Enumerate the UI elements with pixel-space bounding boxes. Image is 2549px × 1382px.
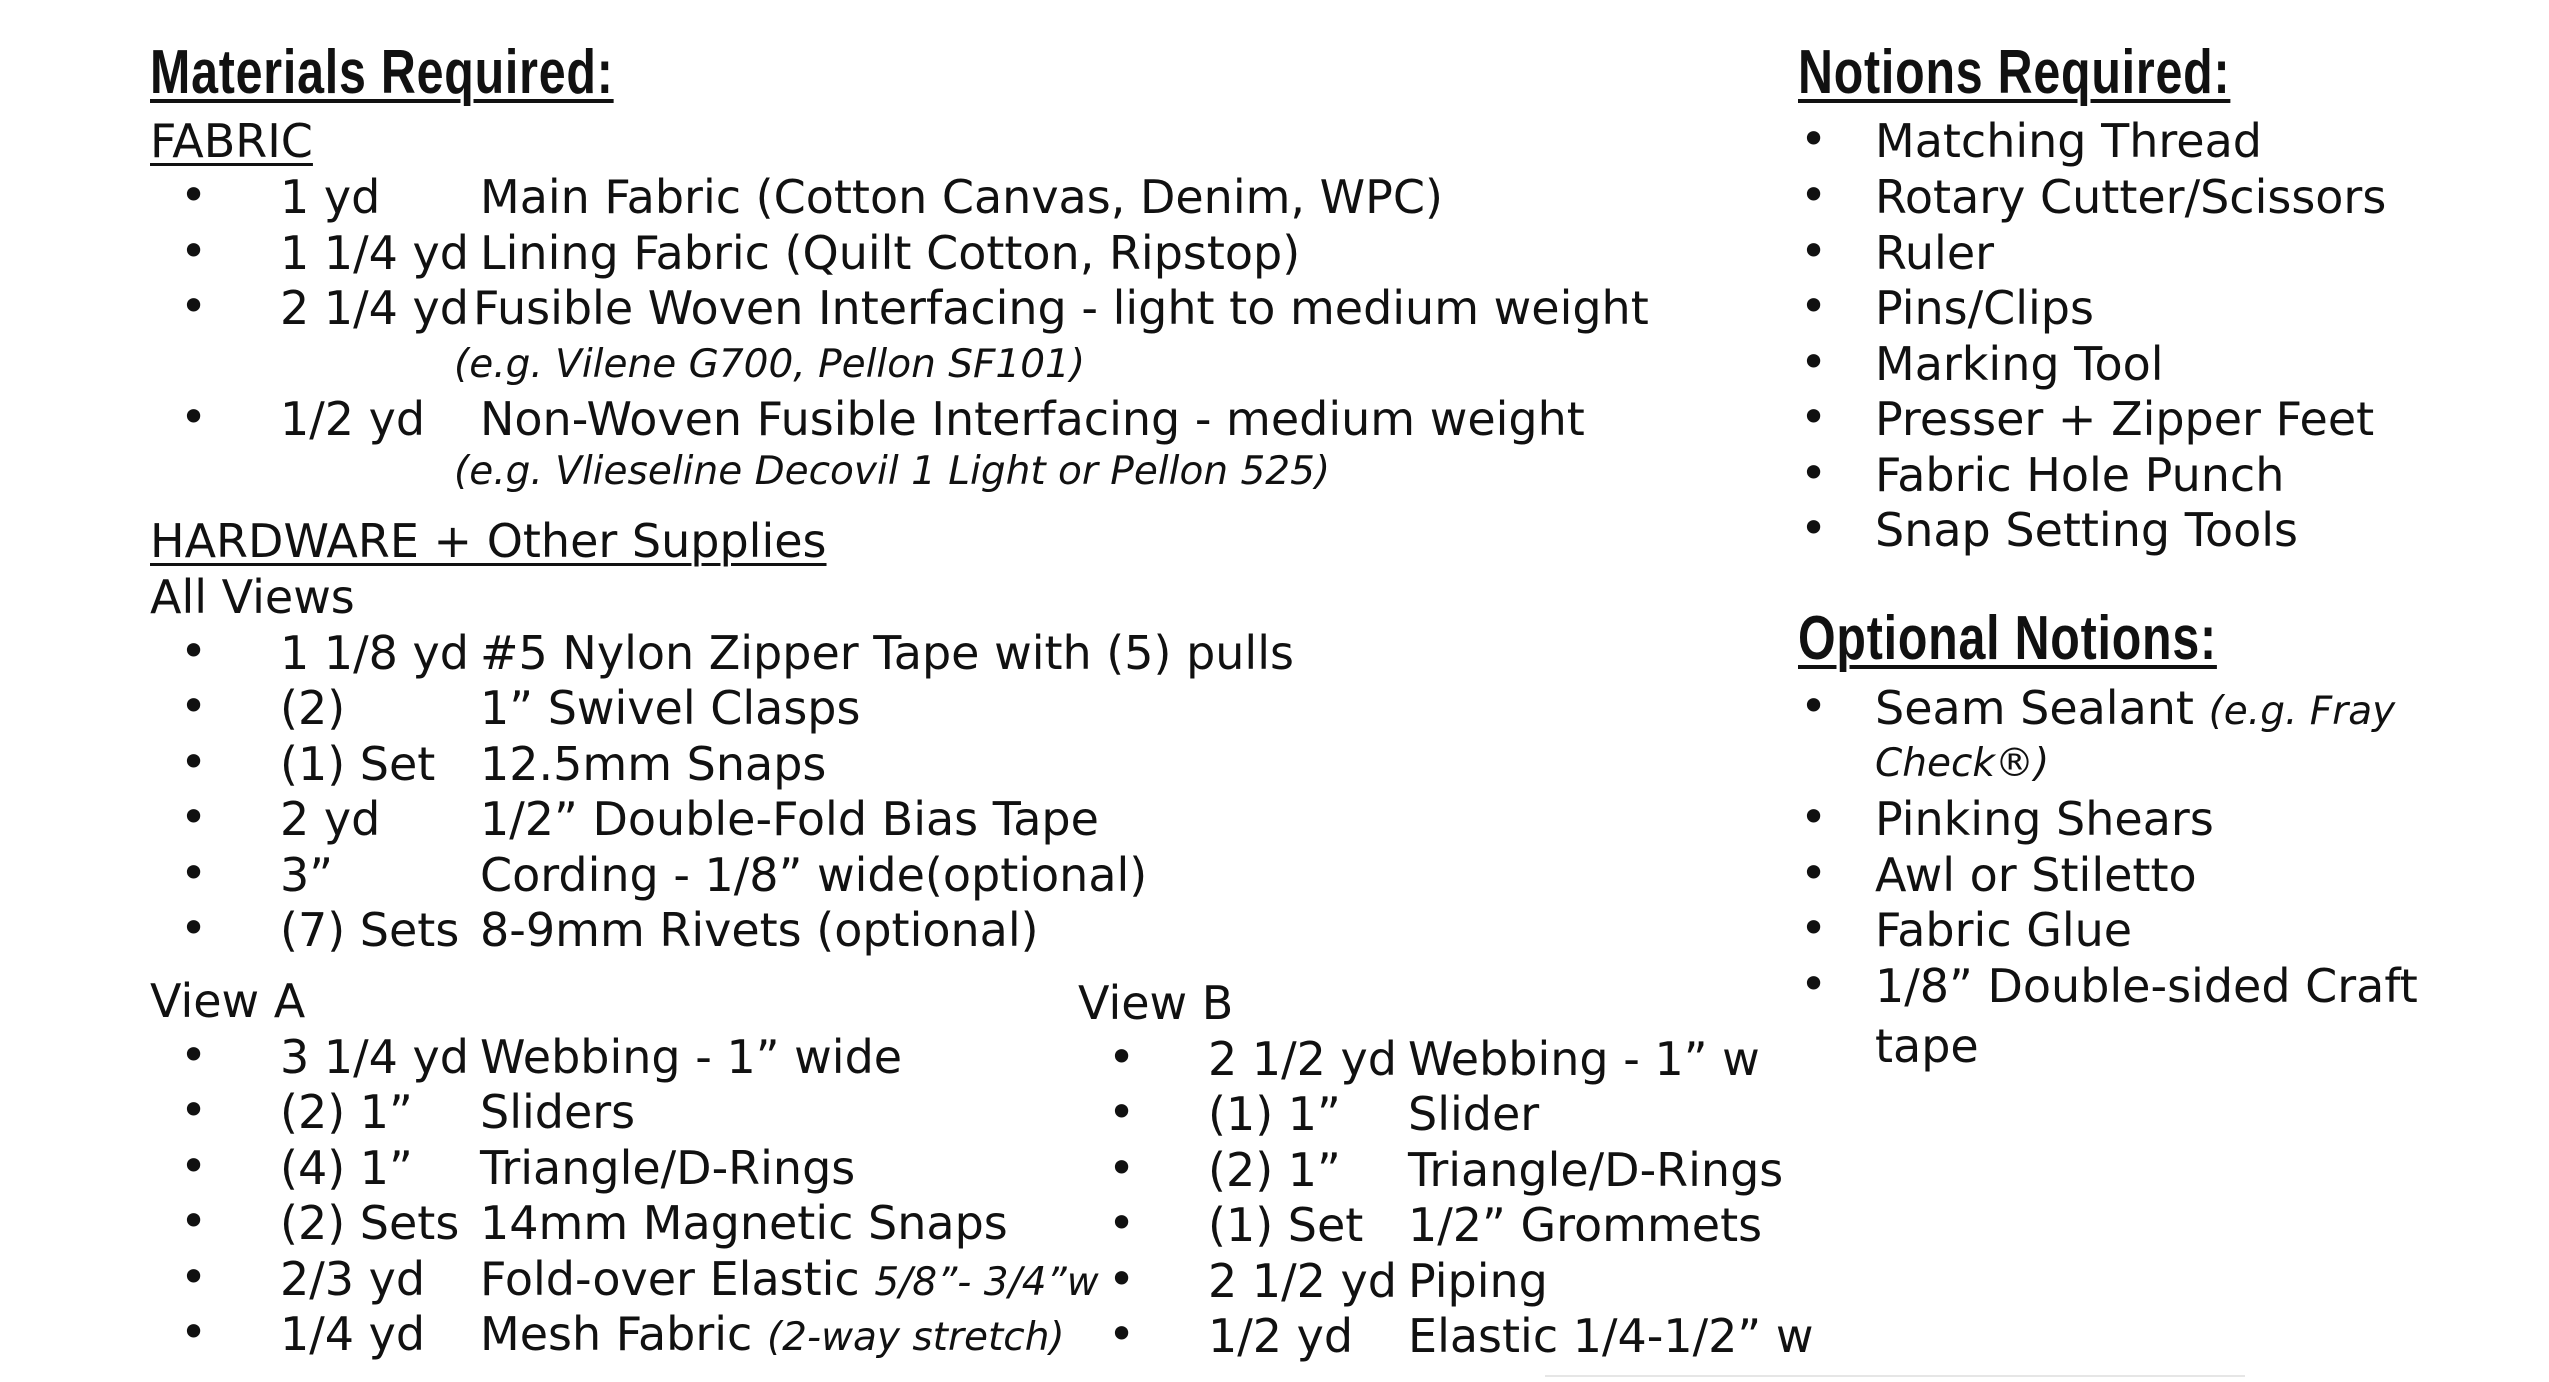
view-b-desc: 1/2” Grommets: [1408, 1198, 1763, 1252]
bullet: •: [1800, 790, 1828, 844]
view-a-desc-text: Webbing - 1” wide: [480, 1030, 903, 1084]
bullet: •: [180, 168, 208, 222]
hardware-qty: 1 1/8 yd: [280, 626, 469, 680]
view-a-qty: 1/4 yd: [280, 1307, 426, 1361]
bullet: •: [1800, 901, 1828, 955]
bullet: •: [180, 1139, 208, 1193]
bullet: •: [180, 1083, 208, 1137]
optional-notion-text: Fabric Glue: [1875, 903, 2133, 957]
bullet: •: [1108, 1141, 1136, 1195]
bullet: •: [180, 790, 208, 844]
bullet: •: [1800, 846, 1828, 900]
view-a-desc: [480, 1141, 856, 1195]
bullet: •: [1108, 1252, 1136, 1306]
view-a-desc-italic: 5/8”- 3/4”w: [874, 1260, 1099, 1305]
bullet: •: [1800, 679, 1828, 733]
divider: [1545, 1375, 2245, 1377]
optional-notion-text: 1/8” Double-sided Craft: [1875, 959, 2418, 1013]
fabric-qty: 2 1/4 yd: [280, 281, 469, 335]
view-b-qty: (2) 1”: [1208, 1143, 1341, 1197]
notion-text: Fabric Hole Punch: [1875, 448, 2285, 502]
fabric-desc: Non-Woven Fusible Interfacing - medium weight: [480, 392, 1585, 446]
view-a-desc-text: Triangle/D-Rings: [480, 1141, 856, 1195]
view-b-qty: 1/2 yd: [1208, 1309, 1354, 1363]
bullet: •: [1800, 168, 1828, 222]
bullet: •: [1108, 1307, 1136, 1361]
bullet: •: [1800, 957, 1828, 1011]
bullet: •: [180, 1250, 208, 1304]
view-a-desc: [480, 1085, 636, 1139]
bullet: •: [180, 1028, 208, 1082]
bullet: •: [1108, 1196, 1136, 1250]
bullet: •: [1108, 1030, 1136, 1084]
all-views-label: All Views: [150, 570, 355, 624]
hardware-desc: 12.5mm Snaps: [480, 737, 827, 791]
bullet: •: [180, 679, 208, 733]
fabric-desc: Fusible Woven Interfacing - light to medium weight: [473, 281, 1649, 335]
optional-notion-italic-line2: Check®): [1875, 741, 2050, 786]
hardware-label: HARDWARE + Other Supplies: [150, 514, 827, 568]
fabric-qty: 1/2 yd: [280, 392, 426, 446]
notion-text: Pins/Clips: [1875, 281, 2094, 335]
bullet: •: [1800, 446, 1828, 500]
hardware-qty: 2 yd: [280, 792, 381, 846]
bullet: •: [180, 901, 208, 955]
bullet: •: [1800, 224, 1828, 278]
view-a-desc-text: Mesh Fabric: [480, 1307, 753, 1361]
view-a-desc: [480, 1307, 1065, 1361]
optional-notions-heading: Optional Notions:: [1798, 604, 2217, 673]
hardware-desc: 8-9mm Rivets (optional): [480, 903, 1039, 957]
view-b-desc: Slider: [1408, 1087, 1540, 1141]
fabric-label: FABRIC: [150, 114, 313, 168]
fabric-note: (e.g. Vlieseline Decovil 1 Light or Pellon 525): [454, 449, 1331, 494]
hardware-desc: 1/2” Double-Fold Bias Tape: [480, 792, 1099, 846]
hardware-qty: (1) Set: [280, 737, 436, 791]
view-b-qty: (1) Set: [1208, 1198, 1364, 1252]
bullet: •: [1800, 112, 1828, 166]
hardware-qty: 3”: [280, 848, 334, 902]
bullet: •: [180, 735, 208, 789]
hardware-desc: #5 Nylon Zipper Tape with (5) pulls: [480, 626, 1294, 680]
notion-text: Ruler: [1875, 226, 1995, 280]
bullet: •: [180, 279, 208, 333]
optional-notion-text: Awl or Stiletto: [1875, 848, 2197, 902]
bullet: •: [180, 390, 208, 444]
fabric-qty: 1 yd: [280, 170, 381, 224]
bullet: •: [180, 224, 208, 278]
bullet: •: [180, 846, 208, 900]
view-a-desc-text: Sliders: [480, 1085, 636, 1139]
view-a-desc-text: 14mm Magnetic Snaps: [480, 1196, 1008, 1250]
optional-notion-label: Seam Sealant: [1875, 681, 2194, 735]
view-b-qty: 2 1/2 yd: [1208, 1032, 1397, 1086]
view-a-desc: [480, 1030, 903, 1084]
materials-heading: Materials Required:: [150, 38, 614, 107]
hardware-desc: 1” Swivel Clasps: [480, 681, 861, 735]
optional-notion-text: [1875, 681, 2396, 735]
fabric-qty: 1 1/4 yd: [280, 226, 469, 280]
view-b-label: View B: [1078, 976, 1234, 1030]
bullet: •: [180, 1305, 208, 1359]
view-a-desc-italic: (2-way stretch): [766, 1315, 1065, 1360]
notion-text: Snap Setting Tools: [1875, 503, 2299, 557]
view-b-desc: Triangle/D-Rings: [1408, 1143, 1784, 1197]
bullet: •: [180, 624, 208, 678]
optional-notion-italic: (e.g. Fray: [2208, 689, 2396, 734]
view-b-qty: (1) 1”: [1208, 1087, 1341, 1141]
bullet: •: [1800, 390, 1828, 444]
bullet: •: [1108, 1085, 1136, 1139]
view-a-desc: [480, 1252, 1099, 1306]
hardware-desc: Cording - 1/8” wide(optional): [480, 848, 1148, 902]
fabric-desc: Main Fabric (Cotton Canvas, Denim, WPC): [480, 170, 1443, 224]
optional-notion-line2: tape: [1875, 1019, 1979, 1073]
view-a-label: View A: [150, 974, 306, 1028]
notion-text: Presser + Zipper Feet: [1875, 392, 2375, 446]
view-a-qty: 3 1/4 yd: [280, 1030, 469, 1084]
bullet: •: [1800, 279, 1828, 333]
view-a-desc-text: Fold-over Elastic: [480, 1252, 860, 1306]
bullet: •: [1800, 501, 1828, 555]
fabric-note: (e.g. Vilene G700, Pellon SF101): [454, 342, 1086, 387]
hardware-qty: (2): [280, 681, 346, 735]
optional-notion-text: Pinking Shears: [1875, 792, 2214, 846]
notions-heading: Notions Required:: [1798, 38, 2231, 107]
hardware-qty: (7) Sets: [280, 903, 460, 957]
bullet: •: [1800, 335, 1828, 389]
view-b-desc: Elastic 1/4-1/2” w: [1408, 1309, 1814, 1363]
view-a-qty: (2) Sets: [280, 1196, 460, 1250]
notion-text: Matching Thread: [1875, 114, 2262, 168]
view-b-desc: Piping: [1408, 1254, 1548, 1308]
view-a-desc: [480, 1196, 1008, 1250]
notion-text: Rotary Cutter/Scissors: [1875, 170, 2387, 224]
fabric-desc: Lining Fabric (Quilt Cotton, Ripstop): [480, 226, 1301, 280]
notion-text: Marking Tool: [1875, 337, 2164, 391]
view-a-qty: (4) 1”: [280, 1141, 413, 1195]
view-a-qty: 2/3 yd: [280, 1252, 426, 1306]
view-a-qty: (2) 1”: [280, 1085, 413, 1139]
view-b-desc: Webbing - 1” w: [1408, 1032, 1760, 1086]
view-b-qty: 2 1/2 yd: [1208, 1254, 1397, 1308]
bullet: •: [180, 1194, 208, 1248]
